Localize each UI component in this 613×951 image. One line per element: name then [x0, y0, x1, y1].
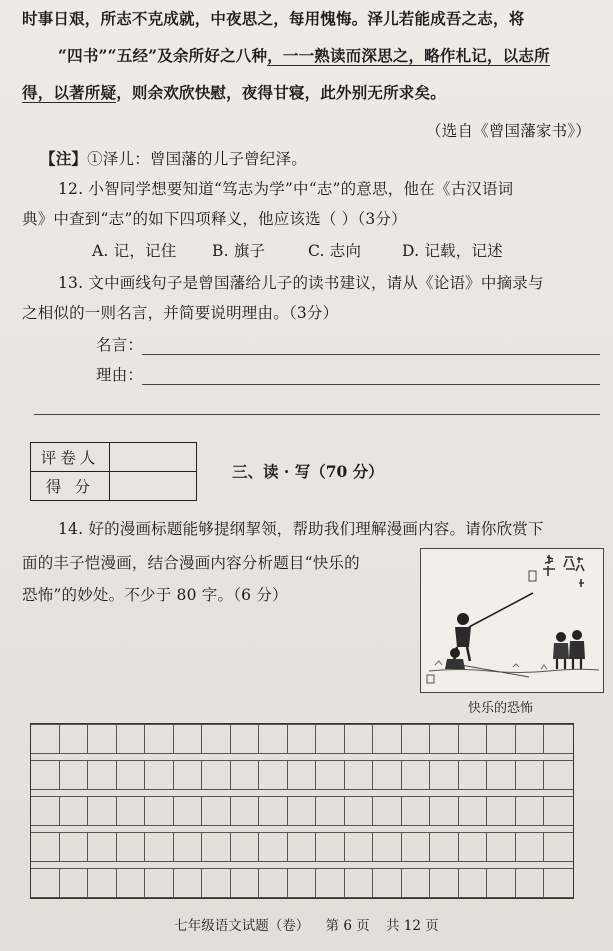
answer-grid-cell[interactable] — [174, 724, 203, 754]
answer-grid-cell[interactable] — [117, 796, 146, 826]
q13-reason-label: 理由： — [96, 366, 144, 384]
note-text: ①泽儿：曾国藩的儿子曾纪泽。 — [87, 150, 307, 168]
passage-line-1: 时事日艰，所志不克成就，中夜思之，每用愧悔。泽儿若能成吾之志，将 — [22, 9, 525, 28]
q14-line-1: 14. 好的漫画标题能够提纲挈领，帮助我们理解漫画内容。请你欣赏下 — [58, 520, 544, 538]
answer-grid-cell[interactable] — [231, 724, 260, 754]
answer-grid-cell[interactable] — [544, 832, 573, 862]
answer-grid-cell[interactable] — [430, 832, 459, 862]
q12-line-2: 典》中查到“志”的如下四项释义，他应该选（ ）（3分） — [22, 210, 407, 228]
answer-grid-cell[interactable] — [316, 832, 345, 862]
section-title: 三、读 · 写（70 分） — [232, 462, 384, 481]
answer-grid-cell[interactable] — [316, 724, 345, 754]
comic-seal — [529, 571, 536, 581]
answer-grid-cell[interactable] — [231, 796, 260, 826]
answer-grid-cell[interactable] — [402, 760, 431, 790]
answer-grid-cell[interactable] — [202, 832, 231, 862]
comic-caption: 快乐的恐怖 — [468, 701, 534, 716]
q13-reason-answer-line-1[interactable] — [142, 384, 600, 385]
answer-grid-cell[interactable] — [288, 760, 317, 790]
answer-grid-cell[interactable] — [288, 868, 317, 898]
passage-line-3-end: ，则余欢欣快慰，夜得甘寝，此外别无所求矣。 — [116, 83, 446, 102]
answer-grid-cell[interactable] — [117, 724, 146, 754]
answer-grid-cell[interactable] — [459, 760, 488, 790]
answer-grid-cell[interactable] — [459, 832, 488, 862]
answer-grid-cell[interactable] — [145, 724, 174, 754]
answer-grid-cell[interactable] — [544, 760, 573, 790]
answer-grid-cell[interactable] — [259, 724, 288, 754]
answer-grid-cell[interactable] — [373, 796, 402, 826]
answer-grid-cell[interactable] — [88, 724, 117, 754]
score-value-cell[interactable] — [110, 472, 197, 501]
answer-grid-cell[interactable] — [345, 832, 374, 862]
passage-note — [40, 148, 597, 170]
answer-grid-cell[interactable] — [402, 868, 431, 898]
answer-grid-row — [31, 724, 573, 754]
q14-line-3: 恐怖”的妙处。不少于 80 字。（6 分） — [22, 586, 288, 604]
q12-option-a: A. 记，记住 — [92, 242, 177, 260]
answer-grid-cell[interactable] — [459, 724, 488, 754]
q13-reason-answer-line-2[interactable] — [34, 414, 600, 415]
answer-grid-cell[interactable] — [60, 832, 89, 862]
answer-grid-cell[interactable] — [345, 868, 374, 898]
answer-grid-cell[interactable] — [31, 724, 60, 754]
answer-grid-cell[interactable] — [459, 796, 488, 826]
answer-grid-cell[interactable] — [174, 832, 203, 862]
answer-grid-cell[interactable] — [373, 760, 402, 790]
answer-grid-cell[interactable] — [117, 760, 146, 790]
answer-grid-cell[interactable] — [373, 832, 402, 862]
q12-line-1: 12. 小智同学想要知道“笃志为学”中“志”的意思，他在《古汉语词 — [58, 180, 514, 198]
answer-grid[interactable] — [30, 723, 574, 899]
q14-line-2: 面的丰子恺漫画，结合漫画内容分析题目“快乐的 — [22, 554, 360, 572]
q13-line-2: 之相似的一则名言，并简要说明理由。（3分） — [22, 304, 339, 322]
q12-option-d: D. 记载，记述 — [402, 242, 503, 260]
answer-grid-cell[interactable] — [544, 724, 573, 754]
answer-grid-cell[interactable] — [288, 724, 317, 754]
score-label: 得 分 — [31, 472, 110, 501]
answer-grid-cell[interactable] — [231, 868, 260, 898]
comic-illustration — [420, 548, 604, 693]
passage-line-3 — [22, 82, 597, 104]
answer-grid-row — [31, 796, 573, 826]
answer-grid-cell[interactable] — [345, 796, 374, 826]
q13-line-1: 13. 文中画线句子是曾国藩给儿子的读书建议，请从《论语》中摘录与 — [58, 274, 544, 292]
comic-children-pair — [553, 630, 585, 669]
answer-grid-cell[interactable] — [88, 760, 117, 790]
answer-grid-cell[interactable] — [174, 760, 203, 790]
answer-grid-cell[interactable] — [430, 796, 459, 826]
answer-grid-cell[interactable] — [516, 868, 545, 898]
answer-grid-row — [31, 760, 573, 790]
underlined-sentence-part-1: ，一一熟读而深思之，略作札记，以志所 — [267, 46, 550, 65]
passage-line-2 — [22, 45, 597, 67]
answer-grid-cell[interactable] — [288, 796, 317, 826]
note-label: 【注】 — [40, 149, 88, 168]
answer-grid-cell[interactable] — [402, 832, 431, 862]
answer-grid-cell[interactable] — [202, 760, 231, 790]
answer-grid-cell[interactable] — [231, 760, 260, 790]
answer-grid-cell[interactable] — [516, 760, 545, 790]
comic-signature-seal — [427, 675, 434, 683]
answer-grid-cell[interactable] — [60, 796, 89, 826]
answer-grid-cell[interactable] — [316, 868, 345, 898]
q12-option-b: B. 旗子 — [212, 242, 266, 260]
answer-grid-cell[interactable] — [430, 868, 459, 898]
answer-grid-cell[interactable] — [544, 796, 573, 826]
answer-grid-cell[interactable] — [145, 832, 174, 862]
footer-total-pages: 共 12 页 — [386, 918, 439, 934]
passage-source: （选自《曾国藩家书》） — [426, 122, 591, 140]
answer-grid-cell[interactable] — [316, 760, 345, 790]
answer-grid-cell[interactable] — [487, 796, 516, 826]
answer-grid-cell[interactable] — [88, 868, 117, 898]
footer-subject: 七年级语文试题（卷） — [174, 918, 310, 934]
grader-table — [30, 442, 197, 501]
answer-grid-cell[interactable] — [345, 724, 374, 754]
answer-grid-cell[interactable] — [31, 868, 60, 898]
q12-option-c: C. 志向 — [308, 242, 362, 260]
page-footer — [0, 914, 613, 934]
answer-grid-cell[interactable] — [202, 868, 231, 898]
answer-grid-cell[interactable] — [60, 760, 89, 790]
answer-grid-cell[interactable] — [487, 832, 516, 862]
answer-grid-cell[interactable] — [402, 796, 431, 826]
comic-ground — [429, 669, 599, 672]
answer-grid-cell[interactable] — [373, 724, 402, 754]
answer-grid-cell[interactable] — [31, 832, 60, 862]
answer-grid-cell[interactable] — [60, 724, 89, 754]
answer-grid-cell[interactable] — [259, 868, 288, 898]
answer-grid-cell[interactable] — [31, 796, 60, 826]
answer-grid-cell[interactable] — [60, 868, 89, 898]
answer-grid-cell[interactable] — [430, 724, 459, 754]
grader-value-cell[interactable] — [110, 443, 197, 472]
q12-options — [92, 240, 597, 262]
answer-grid-cell[interactable] — [145, 760, 174, 790]
answer-grid-cell[interactable] — [117, 832, 146, 862]
footer-page-number: 第 6 页 — [325, 918, 370, 934]
answer-grid-cell[interactable] — [88, 832, 117, 862]
answer-grid-cell[interactable] — [373, 868, 402, 898]
underlined-sentence-part-2: 得，以著所疑 — [22, 83, 117, 102]
answer-grid-row — [31, 832, 573, 862]
comic-inscription — [543, 555, 584, 587]
answer-grid-cell[interactable] — [430, 760, 459, 790]
answer-grid-cell[interactable] — [544, 868, 573, 898]
answer-grid-cell[interactable] — [202, 796, 231, 826]
comic-drawing — [421, 549, 603, 692]
answer-grid-cell[interactable] — [345, 760, 374, 790]
answer-grid-cell[interactable] — [88, 796, 117, 826]
answer-grid-cell[interactable] — [516, 796, 545, 826]
answer-grid-cell[interactable] — [259, 796, 288, 826]
answer-grid-cell[interactable] — [316, 796, 345, 826]
answer-grid-cell[interactable] — [459, 868, 488, 898]
answer-grid-cell[interactable] — [174, 796, 203, 826]
answer-grid-cell[interactable] — [117, 868, 146, 898]
answer-grid-cell[interactable] — [174, 868, 203, 898]
answer-grid-cell[interactable] — [31, 760, 60, 790]
comic-rod — [469, 593, 533, 627]
answer-grid-cell[interactable] — [487, 868, 516, 898]
answer-grid-cell[interactable] — [516, 832, 545, 862]
q13-quote-answer-line[interactable] — [142, 354, 600, 355]
answer-grid-cell[interactable] — [231, 832, 260, 862]
answer-grid-row — [31, 868, 573, 898]
answer-grid-cell[interactable] — [487, 760, 516, 790]
answer-grid-cell[interactable] — [259, 832, 288, 862]
answer-grid-cell[interactable] — [145, 868, 174, 898]
answer-grid-cell[interactable] — [202, 724, 231, 754]
grader-label: 评卷人 — [31, 443, 110, 472]
answer-grid-cell[interactable] — [145, 796, 174, 826]
answer-grid-cell[interactable] — [516, 724, 545, 754]
answer-grid-cell[interactable] — [259, 760, 288, 790]
answer-grid-cell[interactable] — [487, 724, 516, 754]
q13-quote-label: 名言： — [96, 336, 144, 354]
answer-grid-cell[interactable] — [288, 832, 317, 862]
answer-grid-cell[interactable] — [402, 724, 431, 754]
passage-line-2-start: “四书”“五经”及余所好之八种 — [58, 46, 268, 65]
